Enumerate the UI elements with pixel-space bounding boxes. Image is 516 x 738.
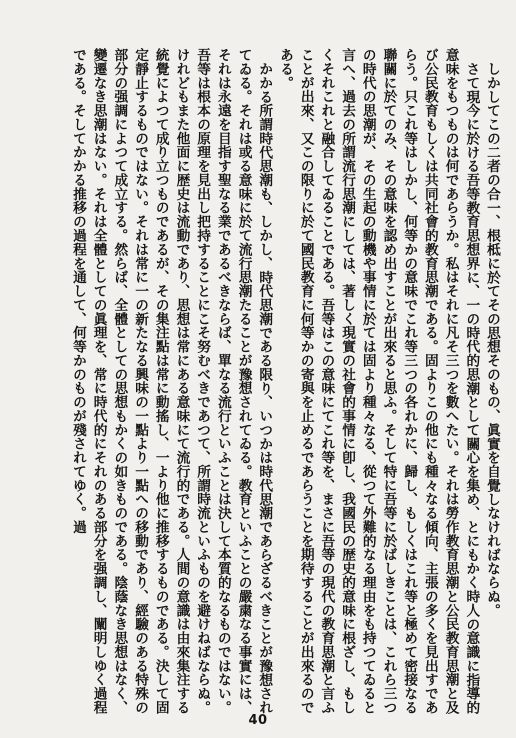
body-text — [67, 48, 502, 720]
paragraph-2: さて現今に於ける吾等教育思想界に、一の時代的思潮として關心を集め、とにもかく時人の意識に指導的意味をもつものは何であらうか。私はそれに凡そ三つを數へたい。それは勞作教育思潮と公民教育思潮と及び公民教育もしくは共同社會的教育思潮である。固よりこの他にも種々なる傾向、主張の多くを見出すであらう。只これ等はしかし、何等かの意味でこれ等三つの各れかに、歸し、もしくはこれ等と極めて密接なる聯關に於てのみ、その意味を認め出すことが出來ると思ふ。そして特に吾等に於ばしきことは、これら三つの時代の思潮が、その生起の動機や事情に於ては固より種々なる、從つて外難的なる理由をも持つてゐると言へ、過去の所謂流行思潮にしては、著しく現實の社會的事情に卽し、我國民の歴史的意味に根ざし、もしくそれこれと融合してゐることである。吾等はこの意味にてこれ等を、まさに吾等の現代の教育思潮と言ふことが出來、又この限りに於て國民教育に何等かの寄與を止めるであらうことを期待することが出來るのである。 — [276, 48, 480, 715]
page-number: 40 — [248, 713, 268, 728]
paragraph-3: かかる所謂時代思潮も、しかし、時代思潮である限り、いつかは時代思潮であらざるべきことが豫想されてゐる。それは或る意味に於て流行思潮たることが豫想されてゐる。教育といふことの嚴粛なる事實には、それは永遠を目指す聖なる業であるべきならば、單なる流行といふことは決して本質的なるものではない。吾等は根本の原理を見出し把持することにこそ努むべきであつて、所謂時流といふものを避けねばならぬ。けれどもまた他面に歴史は流動であり、思想は常にある意味にて流行的である。人間の意識は由來集注する統覺によつて成り立つものであるが、その集注點は常に動搖し、一より他に推移するものである。決して固定靜止するものではない。それは常に一の新たなる興味の一點より一點への移動であり、經驗のある特殊の部分の强調によつて成立する。然らば、全體としての思想もかくの如きものである。陰蔭なき思想はなく、變遷なき思潮はない。それは全體としての眞理を、常に時代的にそれのある部分を强調し、闡明しゆく過程である。そしてかかる推移の過程を通して、何等かのものが殘されてゆく。過 — [69, 48, 273, 715]
paragraph-1: しかしてこの二者の合一、根柢に於てその思想そのもの、眞實を自覺しなければならぬ。 — [484, 61, 500, 617]
